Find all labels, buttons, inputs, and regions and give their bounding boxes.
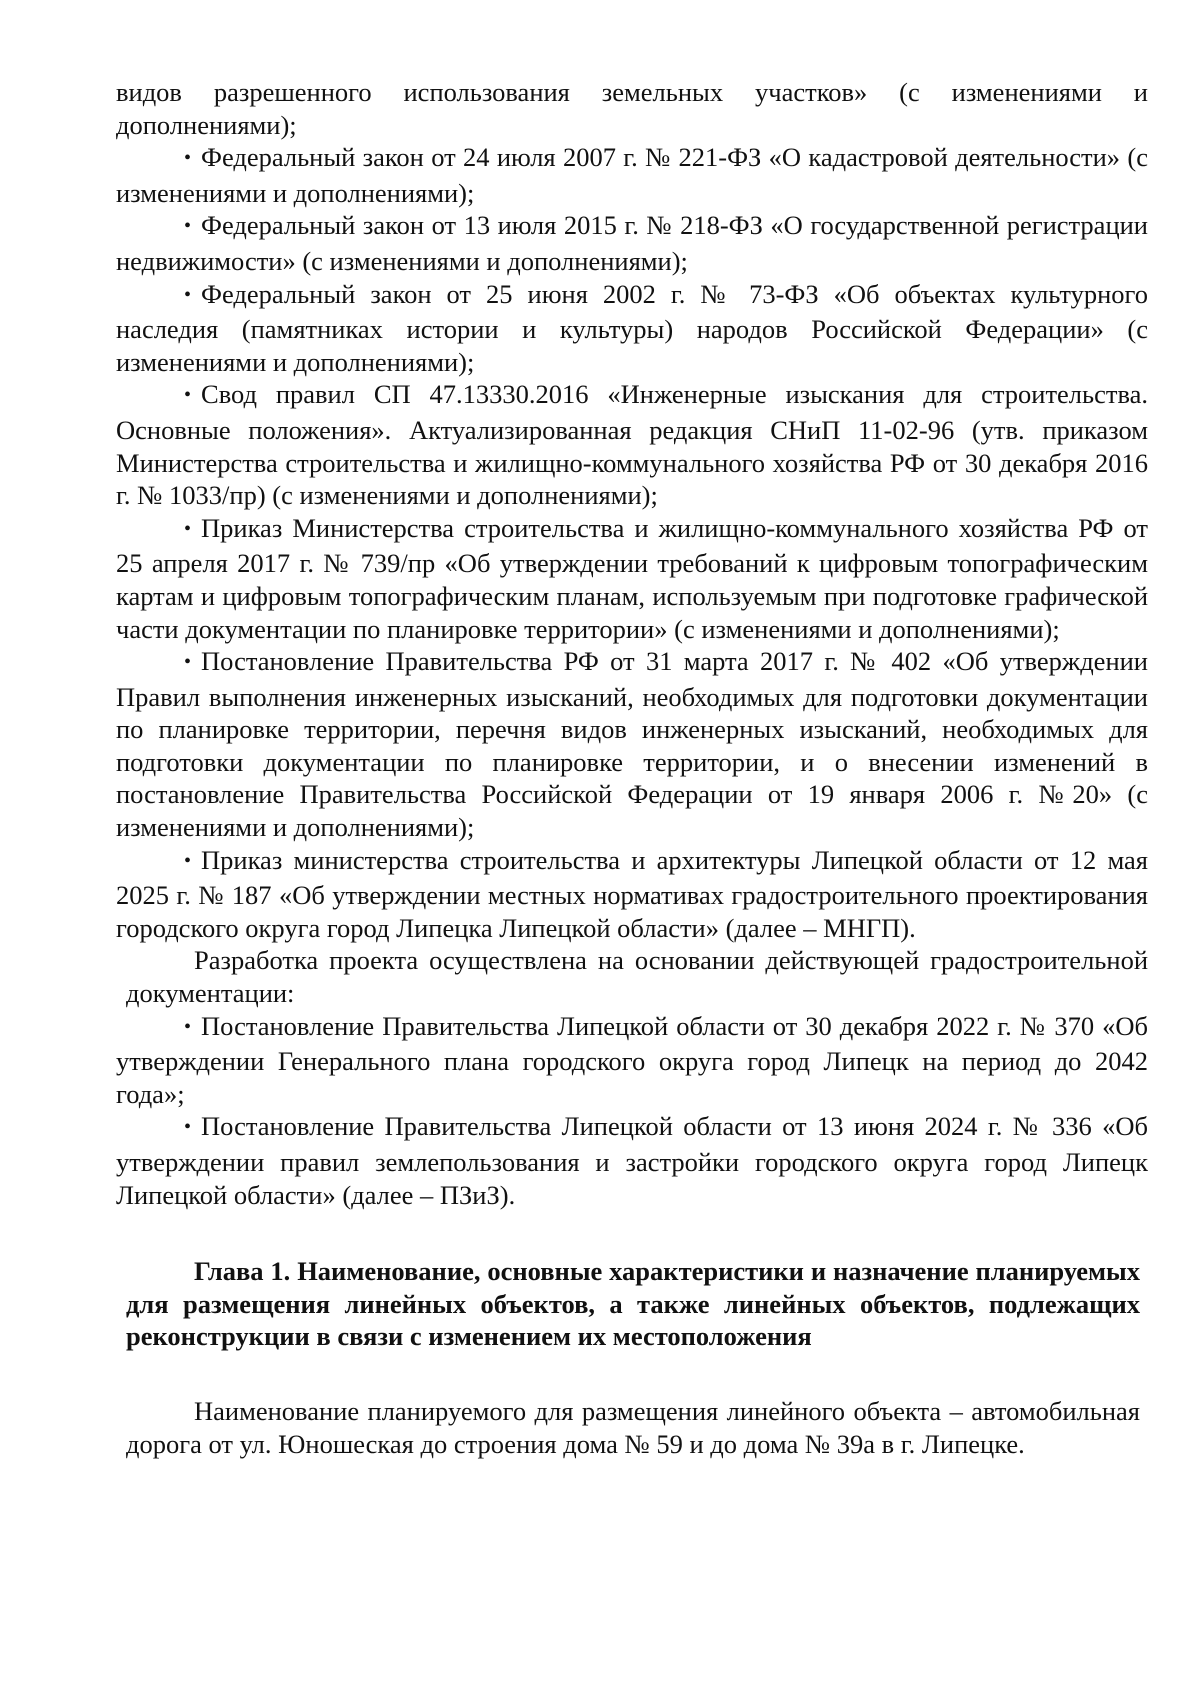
bullet-icon: • — [184, 215, 192, 238]
bullet-icon: • — [184, 849, 192, 872]
basis-doc-text: Постановление Правительства Липецкой области от 13 июня 2024 г. № 336 «Об утверждении правил землепользования и застройки городского округа город Липецк Липецкой области» (далее – ПЗиЗ). — [116, 1111, 1148, 1210]
basis-doc-text: Постановление Правительства Липецкой области от 30 декабря 2022 г. № 370 «Об утверждении Генерального плана городского округа город Липецк на период до 2042 года»; — [116, 1010, 1148, 1109]
law-item-7 — [116, 844, 1148, 945]
intro-continuation: видов разрешенного использования земельных участков» (с изменениями и дополнениями); — [116, 77, 1148, 140]
bullet-icon: • — [184, 147, 192, 170]
bullet-icon: • — [184, 1116, 192, 1139]
basis-doc-1 — [116, 1010, 1148, 1111]
bullet-icon: • — [184, 1015, 192, 1038]
law-item-5 — [116, 512, 1148, 645]
basis-doc-2 — [116, 1110, 1148, 1211]
law-item-text: Постановление Правительства РФ от 31 марта 2017 г. № 402 «Об утверждении Правил выполнения инженерных изысканий, необходимых для подготовки документации по планировке территории, перечня видов инженерных изысканий, необходимых для подготовки документации по планировке территории, и о внесении изменений в постановление Правительства Российской Федерации от 19 января 2006 г. №20» (с изменениями и дополнениями); — [116, 646, 1148, 843]
law-item-text: Федеральный закон от 24 июля 2007 г. № 221-ФЗ «О кадастровой деятельности» (с изменениями и дополнениями); — [116, 142, 1148, 208]
bullet-icon: • — [184, 517, 192, 540]
law-item-text: Приказ министерства строительства и архитектуры Липецкой области от 12 мая 2025 г. № 187 «Об утверждении местных нормативах градостроительного проектирования городского округа город Липецка Липецкой области» (далее – МНГП). — [116, 844, 1148, 943]
bullet-icon: • — [184, 651, 192, 674]
bullet-icon: • — [184, 384, 192, 407]
law-item-text: Федеральный закон от 13 июля 2015 г. № 218-ФЗ «О государственной регистрации недвижимости» (с изменениями и дополнениями); — [116, 210, 1148, 276]
law-item-text: Федеральный закон от 25 июня 2002 г. № 73-ФЗ «Об объектах культурного наследия (памятниках истории и культуры) народов Российской Федерации» (с изменениями и дополнениями); — [116, 278, 1148, 377]
law-item-3 — [116, 278, 1148, 379]
law-item-text: Свод правил СП 47.13330.2016 «Инженерные изыскания для строительства. Основные положения». Актуализированная редакция СНиП 11-02-96 (утв. приказом Министерства строительства и жилищно-коммунального хозяйства РФ от 30 декабря 2016 г. № 1033/пр) (с изменениями и дополнениями); — [116, 379, 1148, 511]
law-item-1 — [116, 141, 1148, 209]
basis-paragraph: Разработка проекта осуществлена на основании действующей градостроительной документации: — [126, 945, 1148, 1009]
bullet-icon: • — [184, 283, 192, 306]
document-page — [116, 76, 1148, 1460]
law-item-text: Приказ Министерства строительства и жилищно-коммунального хозяйства РФ от 25 апреля 2017 г. № 739/пр «Об утверждении требований к цифровым топографическим картам и цифровым топографическим планам, используемым при подготовке графической части документации по планировке территории» (с изменениями и дополнениями); — [116, 512, 1148, 644]
law-item-2 — [116, 209, 1148, 277]
law-item-6 — [116, 645, 1148, 844]
final-paragraph: Наименование планируемого для размещения линейного объекта – автомобильная дорога от ул. Юношеская до строения дома № 59 и до дома № 39а в г. Липецке. — [126, 1395, 1140, 1459]
law-item-4 — [116, 378, 1148, 511]
chapter-heading: Глава 1. Наименование, основные характеристики и назначение планируемых для размещения линейных объектов, а также линейных объектов, подлежащих реконструкции в связи с изменением их местоположения — [126, 1256, 1140, 1352]
